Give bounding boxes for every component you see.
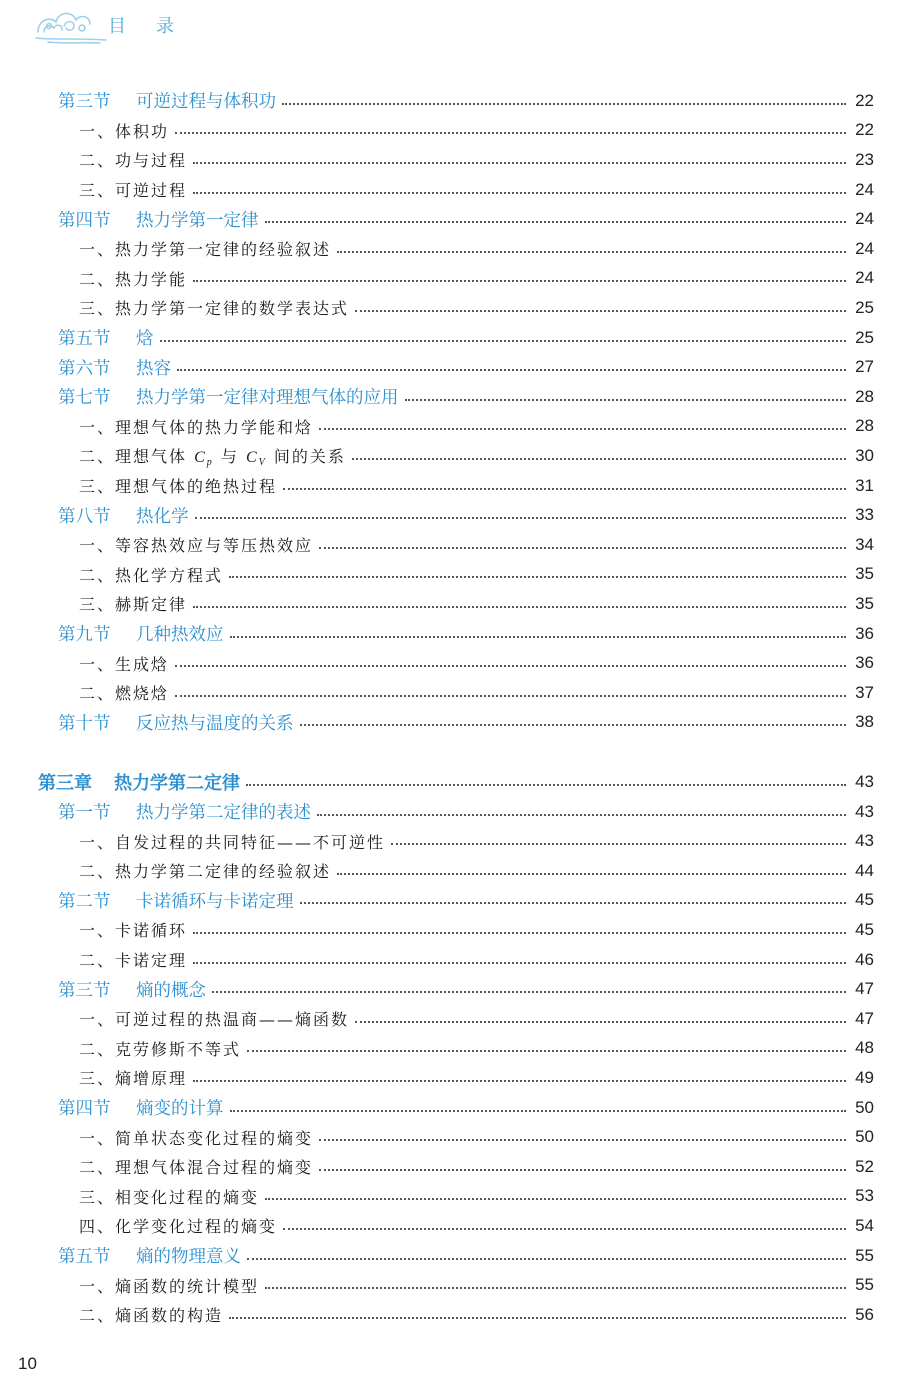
- toc-page-number: 49: [855, 1067, 874, 1087]
- toc-item-text: 三、熵增原理: [79, 1069, 188, 1089]
- toc-item-title: [79, 1185, 259, 1208]
- toc-section-row[interactable]: [0, 500, 900, 530]
- toc-section-text: 卡诺循环与卡诺定理: [136, 891, 294, 912]
- dot-leader: [319, 1139, 846, 1141]
- toc-item-title: [79, 918, 187, 941]
- dot-leader: [230, 636, 847, 638]
- toc-section-text: 熵变的计算: [136, 1099, 224, 1120]
- toc-section-row[interactable]: [0, 797, 900, 827]
- toc-page-number: 27: [855, 357, 874, 377]
- toc-item-title: [79, 1214, 277, 1237]
- toc-section-number: 第三节: [58, 92, 111, 113]
- toc-item-text: 三、相变化过程的熵变: [79, 1187, 260, 1207]
- dot-leader: [282, 103, 846, 105]
- toc-item-row[interactable]: [0, 945, 900, 975]
- toc-page-number: 54: [855, 1215, 874, 1235]
- dot-leader: [229, 1317, 846, 1319]
- symbol-c: C: [245, 448, 259, 466]
- dot-leader: [193, 1080, 846, 1082]
- toc-item-row[interactable]: [0, 1270, 900, 1300]
- toc-page-number: 55: [855, 1245, 874, 1265]
- dot-leader: [230, 1110, 847, 1112]
- toc-section-row[interactable]: [0, 204, 900, 234]
- dot-leader: [319, 547, 846, 549]
- toc-item-text: 三、热力学第一定律的数学表达式: [79, 299, 350, 319]
- toc-item-row[interactable]: [0, 648, 900, 678]
- toc-page-number: 46: [855, 949, 874, 969]
- toc-item-row[interactable]: [0, 1063, 900, 1093]
- toc-section-title: [58, 977, 206, 1002]
- dot-leader: [405, 399, 847, 401]
- toc-page-number: 43: [855, 771, 874, 791]
- toc-item-row[interactable]: [0, 145, 900, 175]
- toc-page-number: 50: [855, 1097, 874, 1117]
- toc-item-text: 二、热力学能: [79, 269, 188, 289]
- toc-page-number: 50: [855, 1127, 874, 1147]
- toc-item-text: 与: [213, 446, 246, 466]
- toc-item-title: [79, 415, 313, 438]
- toc-item-text: 三、可逆过程: [79, 181, 188, 201]
- toc-section-row[interactable]: [0, 323, 900, 353]
- toc-section-title: [58, 207, 259, 232]
- toc-section-number: 第四节: [58, 1099, 111, 1120]
- toc-section-text: 几种热效应: [136, 625, 224, 646]
- subscript-p: p: [206, 456, 214, 468]
- toc-page-number: 24: [855, 179, 874, 199]
- toc-section-row[interactable]: [0, 352, 900, 382]
- toc-item-row[interactable]: [0, 116, 900, 146]
- toc-section-row[interactable]: [0, 1241, 900, 1271]
- toc-page-number: 24: [855, 238, 874, 258]
- toc-item-text: 二、热化学方程式: [79, 565, 224, 585]
- dot-leader: [355, 1021, 846, 1023]
- toc-item-title: [79, 1303, 223, 1326]
- toc-page-number: 30: [855, 445, 874, 465]
- toc-section-row[interactable]: [0, 708, 900, 738]
- toc-item-title: [79, 859, 331, 882]
- toc-item-text: 一、热力学第一定律的经验叙述: [79, 240, 332, 260]
- dot-leader: [300, 902, 847, 904]
- toc-section-title: [58, 1243, 241, 1268]
- dot-leader: [283, 1228, 846, 1230]
- toc-item-text: 二、燃烧焓: [79, 684, 170, 704]
- toc-item-text: 一、自发过程的共同特征——不可逆性: [79, 832, 386, 852]
- toc-item-text: 二、卡诺定理: [79, 951, 188, 971]
- toc-item-row[interactable]: [0, 264, 900, 294]
- dot-leader: [265, 1287, 846, 1289]
- page-number: 10: [18, 1354, 37, 1373]
- toc-section-number: 第二节: [58, 891, 111, 912]
- toc-section-text: 热力学第一定律: [136, 210, 259, 231]
- toc-section-number: 第五节: [58, 329, 111, 350]
- toc-item-title: [79, 1037, 241, 1060]
- toc-item-title: [79, 148, 187, 171]
- toc-page-number: 35: [855, 564, 874, 584]
- toc-item-row[interactable]: [0, 915, 900, 945]
- toc-section-number: 第四节: [58, 210, 111, 231]
- toc-item-row[interactable]: [0, 412, 900, 442]
- dot-leader: [352, 458, 846, 460]
- dot-leader: [160, 340, 847, 342]
- toc-page-number: 31: [855, 475, 874, 495]
- dot-leader: [246, 784, 846, 786]
- dot-leader: [193, 962, 846, 964]
- toc-section-text: 焓: [136, 329, 154, 350]
- dot-leader: [193, 192, 846, 194]
- toc-item-title: [79, 296, 349, 319]
- toc-item-row[interactable]: [0, 1034, 900, 1064]
- toc-item-title: [79, 948, 187, 971]
- toc-item-title: [79, 1274, 259, 1297]
- toc-item-title: [79, 652, 169, 675]
- toc-item-row[interactable]: [0, 1122, 900, 1152]
- toc-item-row[interactable]: [0, 471, 900, 501]
- toc-item-title: [79, 119, 169, 142]
- dot-leader: [319, 1169, 846, 1171]
- toc-item-title: [79, 533, 313, 556]
- toc-section-title: [58, 325, 154, 350]
- toc-page-number: 23: [855, 149, 874, 169]
- dot-leader: [212, 991, 846, 993]
- toc-section-title: [58, 1095, 224, 1120]
- toc-item-text: 一、生成焓: [79, 654, 170, 674]
- toc-page-number: 55: [855, 1275, 874, 1295]
- toc-item-text: 二、克劳修斯不等式: [79, 1039, 242, 1059]
- toc-page-number: 28: [855, 386, 874, 406]
- toc-page-number: 47: [855, 979, 874, 999]
- toc-section-row[interactable]: [0, 619, 900, 649]
- toc-item-title: [79, 237, 331, 260]
- toc-item-row[interactable]: [0, 589, 900, 619]
- toc-section-row[interactable]: [0, 1093, 900, 1123]
- toc-section-number: 第九节: [58, 625, 111, 646]
- page-header: [0, 0, 900, 60]
- toc-item-row[interactable]: [0, 1300, 900, 1330]
- toc-page-number: 22: [855, 120, 874, 140]
- toc-item-text: 二、理想气体混合过程的熵变: [79, 1158, 314, 1178]
- toc-item-title: [79, 592, 187, 615]
- toc-section-text: 热化学: [136, 506, 189, 527]
- toc-item-title: [79, 563, 223, 586]
- toc-item-text: 一、体积功: [79, 121, 170, 141]
- toc-section-title: [58, 503, 189, 528]
- dot-leader: [195, 517, 847, 519]
- dot-leader: [193, 280, 846, 282]
- dot-leader: [391, 843, 846, 845]
- toc-page-number: 43: [855, 801, 874, 821]
- dot-leader: [229, 576, 846, 578]
- toc-item-row[interactable]: [0, 530, 900, 560]
- dot-leader: [265, 221, 847, 223]
- toc-section-title: [58, 621, 224, 646]
- toc-page-number: 35: [855, 593, 874, 613]
- toc-page-number: 36: [855, 623, 874, 643]
- toc-item-title: [79, 830, 385, 853]
- toc-item-title: [79, 444, 346, 468]
- toc-item-row[interactable]: [0, 441, 900, 471]
- toc-section-title: [58, 88, 276, 113]
- dot-leader: [337, 251, 846, 253]
- toc-section-number: 第八节: [58, 506, 111, 527]
- dot-leader: [175, 695, 846, 697]
- toc-item-row[interactable]: [0, 678, 900, 708]
- toc-section-title: [58, 355, 171, 380]
- toc-page-number: 33: [855, 505, 874, 525]
- toc-item-row[interactable]: [0, 175, 900, 205]
- toc-item-title: [79, 474, 277, 497]
- toc-item-row[interactable]: [0, 856, 900, 886]
- dot-leader: [317, 814, 846, 816]
- toc-section-text: 热容: [136, 358, 171, 379]
- toc-page-number: 25: [855, 327, 874, 347]
- toc-section-text: 热力学第一定律对理想气体的应用: [136, 388, 399, 409]
- toc-item-text: 一、卡诺循环: [79, 921, 188, 941]
- toc-item-text: 三、赫斯定律: [79, 595, 188, 615]
- toc-item-text: 二、熵函数的构造: [79, 1306, 224, 1326]
- dot-leader: [247, 1050, 846, 1052]
- toc-section-text: 反应热与温度的关系: [136, 713, 294, 734]
- toc-section-text: 熵的物理意义: [136, 1247, 241, 1268]
- toc-item-row[interactable]: [0, 560, 900, 590]
- toc-item-title: [79, 1155, 313, 1178]
- toc-item-title: [79, 1066, 187, 1089]
- toc-section-row[interactable]: [0, 974, 900, 1004]
- toc-page-number: 25: [855, 297, 874, 317]
- toc-section-row[interactable]: [0, 86, 900, 116]
- toc-chapter-row[interactable]: [0, 767, 900, 797]
- toc-chapter-text: 热力学第二定律: [114, 772, 240, 794]
- toc-section-number: 第一节: [58, 803, 111, 824]
- toc-section-number: 第十节: [58, 713, 111, 734]
- toc-item-text: 二、理想气体: [79, 446, 195, 466]
- toc-page-number: 44: [855, 860, 874, 880]
- dot-leader: [175, 132, 846, 134]
- toc-section-number: 第七节: [58, 388, 111, 409]
- toc-section-title: [58, 384, 399, 409]
- toc-item-row[interactable]: [0, 1004, 900, 1034]
- toc-section-title: [58, 710, 294, 735]
- toc-item-row[interactable]: [0, 1211, 900, 1241]
- toc-item-title: [79, 1007, 349, 1030]
- dot-leader: [193, 606, 846, 608]
- toc-page-number: 45: [855, 890, 874, 910]
- toc-item-row[interactable]: [0, 234, 900, 264]
- toc-section-title: [58, 799, 311, 824]
- toc-section-text: 可逆过程与体积功: [136, 92, 276, 113]
- toc-page-number: 36: [855, 653, 874, 673]
- toc-item-text: 一、理想气体的热力学能和焓: [79, 417, 314, 437]
- toc-page-number: 48: [855, 1038, 874, 1058]
- toc-item-row[interactable]: [0, 293, 900, 323]
- toc-page-number: 45: [855, 919, 874, 939]
- toc-section-number: 第六节: [58, 358, 111, 379]
- toc-page-number: 38: [855, 712, 874, 732]
- toc-section-row[interactable]: [0, 886, 900, 916]
- toc-item-title: [79, 1126, 313, 1149]
- toc-item-row[interactable]: [0, 1152, 900, 1182]
- dot-leader: [193, 162, 846, 164]
- toc-chapter-number: 第三章: [38, 772, 92, 794]
- toc-item-text: 间的关系: [266, 446, 346, 466]
- toc-item-text: 一、等容热效应与等压热效应: [79, 536, 314, 556]
- toc-page-number: 24: [855, 209, 874, 229]
- toc-page-number: 37: [855, 682, 874, 702]
- dot-leader: [177, 369, 846, 371]
- toc-item-title: [79, 178, 187, 201]
- toc-item-text: 二、功与过程: [79, 151, 188, 171]
- toc-item-text: 二、热力学第二定律的经验叙述: [79, 862, 332, 882]
- toc-item-text: 一、熵函数的统计模型: [79, 1276, 260, 1296]
- dot-leader: [283, 488, 846, 490]
- dot-leader: [265, 1198, 846, 1200]
- cloud-swirl-icon: [34, 2, 110, 44]
- dot-leader: [355, 310, 846, 312]
- toc-item-title: [79, 267, 187, 290]
- symbol-c: C: [194, 448, 207, 466]
- dot-leader: [337, 873, 846, 875]
- toc-page-number: 28: [855, 416, 874, 436]
- toc-item-text: 一、简单状态变化过程的熵变: [79, 1128, 314, 1148]
- toc-item-row[interactable]: [0, 826, 900, 856]
- toc-item-row[interactable]: [0, 1182, 900, 1212]
- toc-page-number: 34: [855, 534, 874, 554]
- toc-item-text: 三、理想气体的绝热过程: [79, 477, 278, 497]
- toc-section-number: 第三节: [58, 980, 111, 1001]
- toc-page-number: 43: [855, 831, 874, 851]
- toc-section-row[interactable]: [0, 382, 900, 412]
- header-title: 目录: [108, 16, 204, 37]
- toc-page-number: 22: [855, 90, 874, 110]
- toc-item-text: 一、可逆过程的热温商——熵函数: [79, 1010, 350, 1030]
- dot-leader: [300, 724, 847, 726]
- toc-page-number: 53: [855, 1186, 874, 1206]
- dot-leader: [193, 932, 846, 934]
- toc-section-text: 热力学第二定律的表述: [136, 803, 311, 824]
- toc-chapter-title: [38, 769, 240, 795]
- dot-leader: [319, 428, 846, 430]
- toc-page-number: 52: [855, 1156, 874, 1176]
- toc-page-number: 56: [855, 1304, 874, 1324]
- toc-section-number: 第五节: [58, 1247, 111, 1268]
- toc-page-number: 24: [855, 268, 874, 288]
- dot-leader: [175, 665, 846, 667]
- subscript-v: V: [258, 456, 267, 468]
- toc-section-text: 熵的概念: [136, 980, 206, 1001]
- toc-item-text: 四、化学变化过程的熵变: [79, 1217, 278, 1237]
- dot-leader: [247, 1258, 846, 1260]
- toc-page-number: 47: [855, 1008, 874, 1028]
- toc-item-title: [79, 681, 169, 704]
- toc-section-title: [58, 888, 294, 913]
